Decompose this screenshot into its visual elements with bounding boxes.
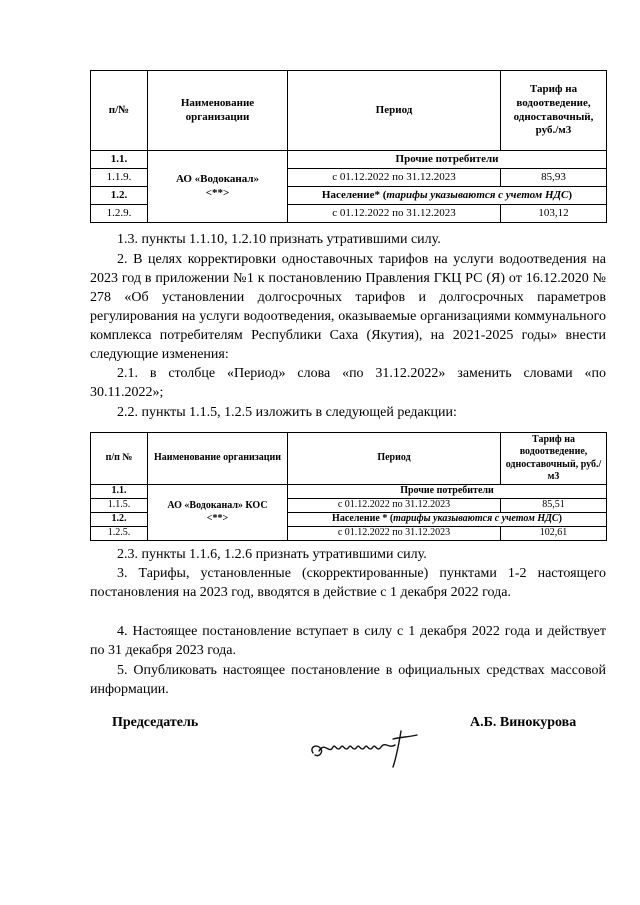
header-period: Период (288, 71, 501, 151)
category-suffix: ) (568, 188, 573, 201)
table-header-row (91, 71, 607, 151)
row-num: 1.2. (91, 187, 148, 205)
signatory-name: А.Б. Винокурова (470, 715, 577, 730)
header-organization: Наименование организации (148, 71, 288, 151)
row-num: 1.1.5. (91, 499, 148, 513)
row-value: 103,12 (501, 205, 607, 223)
row-num: 1.1.9. (91, 169, 148, 187)
paragraph-5: 5. Опубликовать настоящее постановление в официальных средствах массовой информации. (90, 663, 606, 697)
paragraph-3: 3. Тарифы, установленные (скорректированные) пунктами 1-2 настоящего постановления на 2023 год, вводятся в действие с 1 декабря 2022 года. (90, 566, 606, 600)
organization-note: <**> (205, 186, 230, 199)
organization-cell (148, 485, 288, 541)
category-suffix: ) (558, 513, 562, 525)
category-prefix: Население* ( (321, 188, 387, 201)
organization-name: АО «Водоканал» КОС (167, 500, 268, 511)
row-value: 102,61 (501, 527, 607, 541)
row-period: с 01.12.2022 по 31.12.2023 (288, 527, 501, 541)
row-period: с 01.12.2022 по 31.12.2023 (288, 499, 501, 513)
signatory-position: Председатель (112, 715, 199, 730)
row-num: 1.2.5. (91, 527, 148, 541)
category-prefix: Население * ( (332, 513, 394, 525)
category-label (288, 513, 607, 527)
category-label: Прочие потребители (288, 485, 607, 499)
row-num: 1.2.9. (91, 205, 148, 223)
row-value: 85,51 (501, 499, 607, 513)
header-tariff: Тариф на водоотведение, одноставочный, руб./м3 (501, 433, 607, 485)
category-italic: тарифы указываются с учетом НДС (393, 513, 559, 525)
header-tariff: Тариф на водоотведение, одноставочный, руб./м3 (501, 71, 607, 151)
organization-cell (148, 151, 288, 223)
paragraph-2-3: 2.3. пункты 1.1.6, 1.2.6 признать утратившими силу. (117, 547, 427, 562)
table-header-row (91, 433, 607, 485)
row-period: с 01.12.2022 по 31.12.2023 (288, 169, 501, 187)
header-num: п/№ (91, 71, 148, 151)
paragraph-4: 4. Настоящее постановление вступает в силу с 1 декабря 2022 года и действует по 31 декабря 2023 года. (90, 624, 606, 658)
handwritten-signature (305, 725, 425, 770)
paragraph-2: 2. В целях корректировки одноставочных тарифов на услуги водоотведения на 2023 год в приложении №1 к постановлению Правления ГКЦ РС (Я) от 16.12.2020 № 278 «Об установлении долгосрочных тарифов и долгосрочных параметров регулирования на услуги водоотведения, оказываемые организациями коммунального комплекса потребителям Республики Саха (Якутия), на 2021-2025 годы» внести следующие изменения: (90, 252, 606, 362)
tariff-table-2 (90, 432, 607, 541)
organization-note: <**> (206, 512, 229, 524)
paragraph-2-2: 2.2. пункты 1.1.5, 1.2.5 изложить в следующей редакции: (117, 405, 457, 420)
category-label: Прочие потребители (288, 151, 607, 169)
row-period: с 01.12.2022 по 31.12.2023 (288, 205, 501, 223)
header-num: п/п № (91, 433, 148, 485)
paragraph-1-3: 1.3. пункты 1.1.10, 1.2.10 признать утратившими силу. (117, 232, 441, 247)
category-italic: тарифы указываются с учетом НДС (386, 188, 569, 201)
table-row (91, 485, 607, 499)
table-row (91, 151, 607, 169)
row-num: 1.2. (91, 513, 148, 527)
row-value: 85,93 (501, 169, 607, 187)
row-num: 1.1. (91, 151, 148, 169)
header-organization: Наименование организации (148, 433, 288, 485)
paragraph-2-1: 2.1. в столбце «Период» слова «по 31.12.2022» заменить словами «по 30.11.2022»; (90, 366, 606, 400)
tariff-table-1 (90, 70, 607, 223)
row-num: 1.1. (91, 485, 148, 499)
category-label (288, 187, 607, 205)
organization-name: АО «Водоканал» (175, 172, 260, 185)
header-period: Период (288, 433, 501, 485)
